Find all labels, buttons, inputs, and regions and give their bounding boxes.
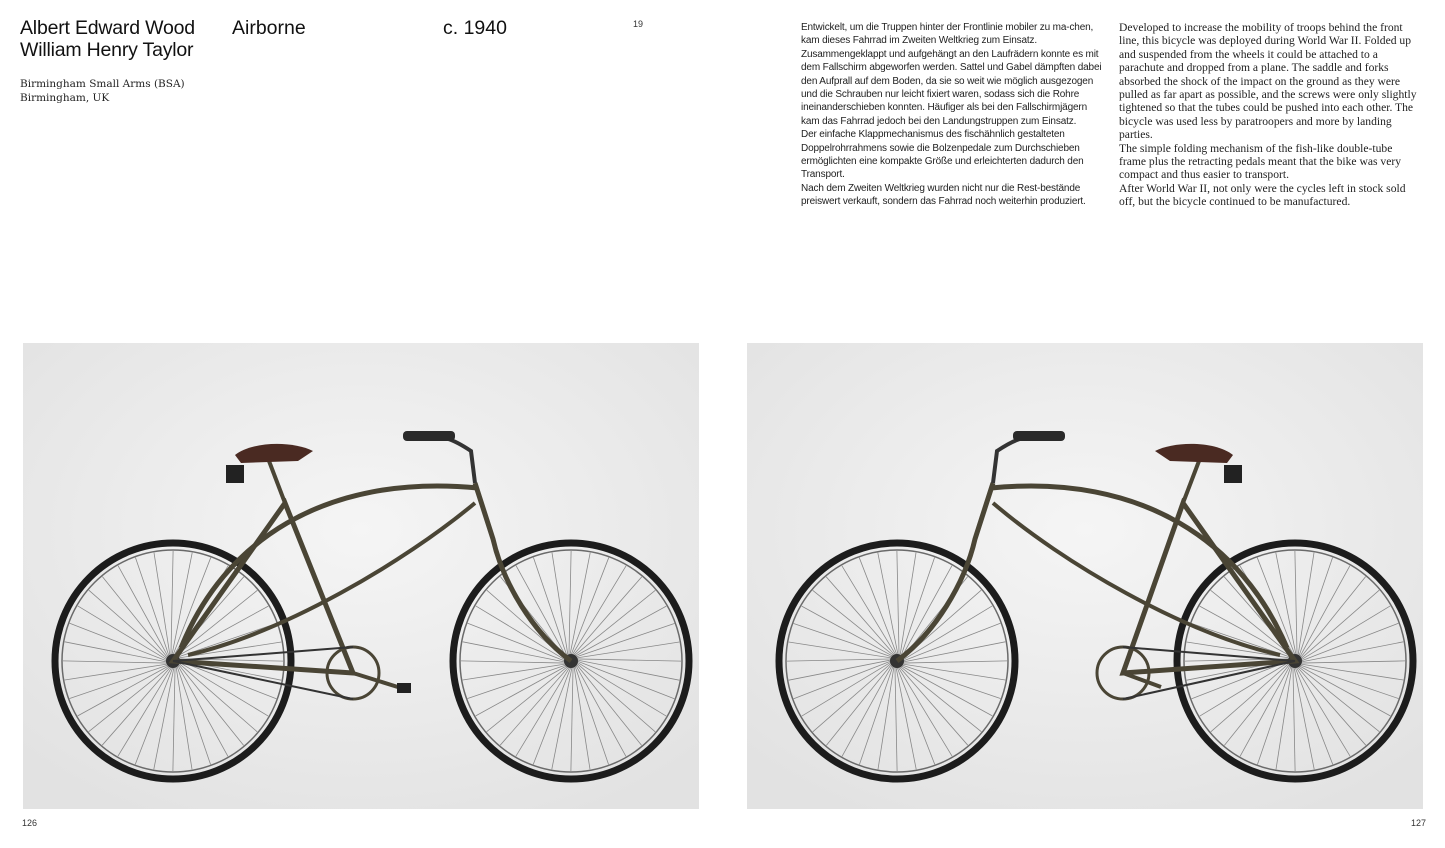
- bicycle-photo-right: [747, 343, 1423, 809]
- page-number-right: 127: [1411, 818, 1427, 828]
- designer-names: [20, 17, 195, 61]
- manufacturer-block: [20, 77, 185, 105]
- english-paragraph-1: Developed to increase the mobility of troops behind the front line, this bicycle was deployed during World War II. Folded up and suspended from the wheels it could be attached to a parachute and dropped from a plane. The saddle and forks absorbed the shock of the impact on the ground as they were pulled as far apart as possible, and the screws were only slightly tightened so that the tubes could be pushed into each other. The bicycle was used less by paratroopers and more by landing parties.: [1119, 21, 1417, 142]
- object-year: c. 1940: [443, 17, 507, 39]
- designer-name-2: William Henry Taylor: [20, 39, 194, 61]
- german-text-column: [801, 21, 1104, 209]
- manufacturer-location: Birmingham, UK: [20, 92, 110, 104]
- designer-name-1: Albert Edward Wood: [20, 17, 195, 39]
- german-paragraph-1: Entwickelt, um die Truppen hinter der Frontlinie mobiler zu ma-chen, kam dieses Fahrrad im Zweiten Weltkrieg zum Einsatz. Zusammengeklappt und aufgehängt an den Laufrädern konnte es mit dem Fallschirm abgeworfen werden. Sattel und Gabel dämpften dabei den Aufprall auf dem Boden, da sie so weit wie möglich ausgezogen und die Schrauben nur leicht fixiert waren, sodass sich die Rohre ineinanderschieben konnten. Häufiger als bei den Fallschirmjägern kam das Fahrrad jedoch bei den Landungstruppen zum Einsatz.: [801, 22, 1102, 127]
- bicycle-illustration-left: [23, 343, 699, 809]
- bicycle-illustration-right: [747, 343, 1423, 809]
- german-paragraph-3: Nach dem Zweiten Weltkrieg wurden nicht nur die Rest-bestände preiswert verkauft, sondern das Fahrrad noch weiterhin produziert.: [801, 182, 1086, 208]
- german-paragraph-2: Der einfache Klappmechanismus des fischähnlich gestalteten Doppelrohrrahmens sowie die Bolzenpedale zum Durchschieben ermöglichten eine kompakte Größe und erleichterten dadurch den Transport.: [801, 129, 1084, 181]
- english-paragraph-3: After World War II, not only were the cycles left in stock sold off, but the bicycle continued to be manufactured.: [1119, 181, 1406, 209]
- entry-number: 19: [633, 19, 644, 29]
- english-text-column: [1119, 21, 1421, 209]
- page-number-left: 126: [22, 818, 38, 828]
- english-paragraph-2: The simple folding mechanism of the fish-like double-tube frame plus the retracting pedals meant that the bike was very compact and thus easier to transport.: [1119, 141, 1402, 182]
- manufacturer-name: Birmingham Small Arms (BSA): [20, 78, 185, 90]
- object-title: Airborne: [232, 17, 306, 39]
- bicycle-photo-left: [23, 343, 699, 809]
